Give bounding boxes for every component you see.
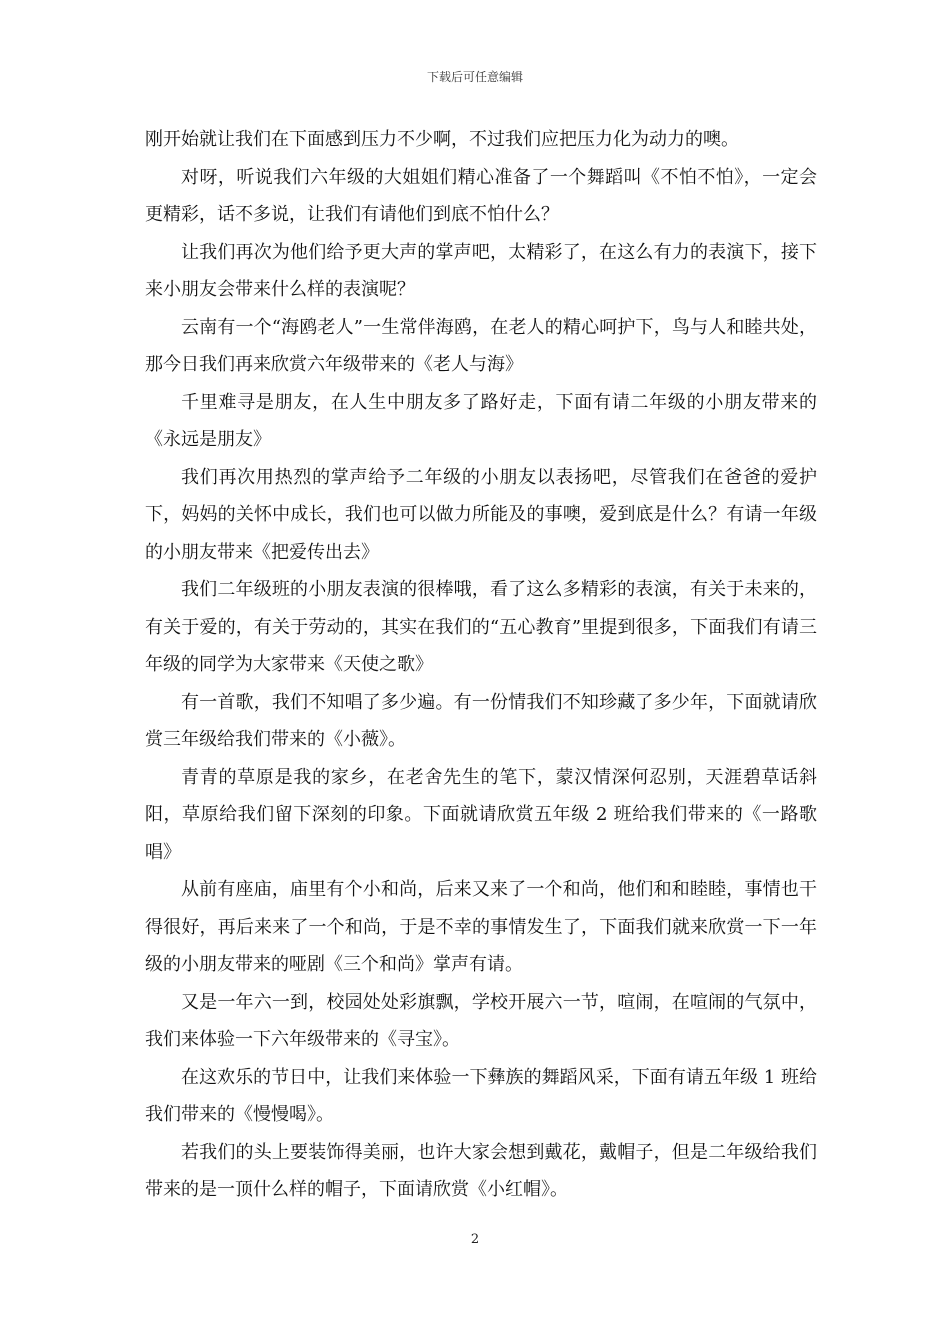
paragraph: 有一首歌，我们不知唱了多少遍。有一份情我们不知珍藏了多少年，下面就请欣赏三年级给我们带来的《小薇》。 <box>145 691 817 750</box>
document-body <box>145 121 817 1209</box>
page-number: 2 <box>470 1232 480 1247</box>
paragraph: 我们二年级班的小朋友表演的很棒哦，看了这么多精彩的表演，有关于未来的，有关于爱的，有关于劳动的，其实在我们的“五心教育”里提到很多，下面我们有请三年级的同学为大家带来《天使之歌》 <box>145 579 817 675</box>
paragraph: 千里难寻是朋友，在人生中朋友多了路好走，下面有请二年级的小朋友带来的《永远是朋友》 <box>145 391 817 450</box>
paragraph: 云南有一个“海鸥老人”一生常伴海鸥，在老人的精心呵护下，鸟与人和睦共处，那今日我们再来欣赏六年级带来的《老人与海》 <box>145 316 817 375</box>
paragraph: 对呀，听说我们六年级的大姐姐们精心准备了一个舞蹈叫《不怕不怕》，一定会更精彩，话不多说，让我们有请他们到底不怕什么？ <box>145 166 817 225</box>
paragraph: 青青的草原是我的家乡，在老舍先生的笔下，蒙汉情深何忍别，天涯碧草话斜阳，草原给我们留下深刻的印象。下面就请欣赏五年级 2 班给我们带来的《一路歌唱》 <box>145 766 817 863</box>
paragraph: 刚开始就让我们在下面感到压力不少啊，不过我们应把压力化为动力的噢。 <box>145 129 739 150</box>
paragraph: 我们再次用热烈的掌声给予二年级的小朋友以表扬吧，尽管我们在爸爸的爱护下，妈妈的关怀中成长，我们也可以做力所能及的事噢，爱到底是什么？有请一年级的小朋友带来《把爱传出去》 <box>145 466 817 563</box>
paragraph: 若我们的头上要装饰得美丽，也许大家会想到戴花，戴帽子，但是二年级给我们带来的是一顶什么样的帽子，下面请欣赏《小红帽》。 <box>145 1141 817 1200</box>
paragraph: 在这欢乐的节日中，让我们来体验一下彝族的舞蹈风采，下面有请五年级 1 班给我们带来的《慢慢喝》。 <box>145 1066 817 1125</box>
page-header: 下载后可任意编辑 <box>426 70 523 84</box>
paragraph: 让我们再次为他们给予更大声的掌声吧，太精彩了，在这么有力的表演下，接下来小朋友会带来什么样的表演呢？ <box>145 241 817 300</box>
paragraph: 又是一年六一到，校园处处彩旗飘，学校开展六一节，喧闹，在喧闹的气氛中，我们来体验一下六年级带来的《寻宝》。 <box>145 991 817 1050</box>
paragraph: 从前有座庙，庙里有个小和尚，后来又来了一个和尚，他们和和睦睦，事情也干得很好，再后来来了一个和尚，于是不幸的事情发生了，下面我们就来欣赏一下一年级的小朋友带来的哑剧《三个和尚》掌声有请。 <box>145 879 817 975</box>
